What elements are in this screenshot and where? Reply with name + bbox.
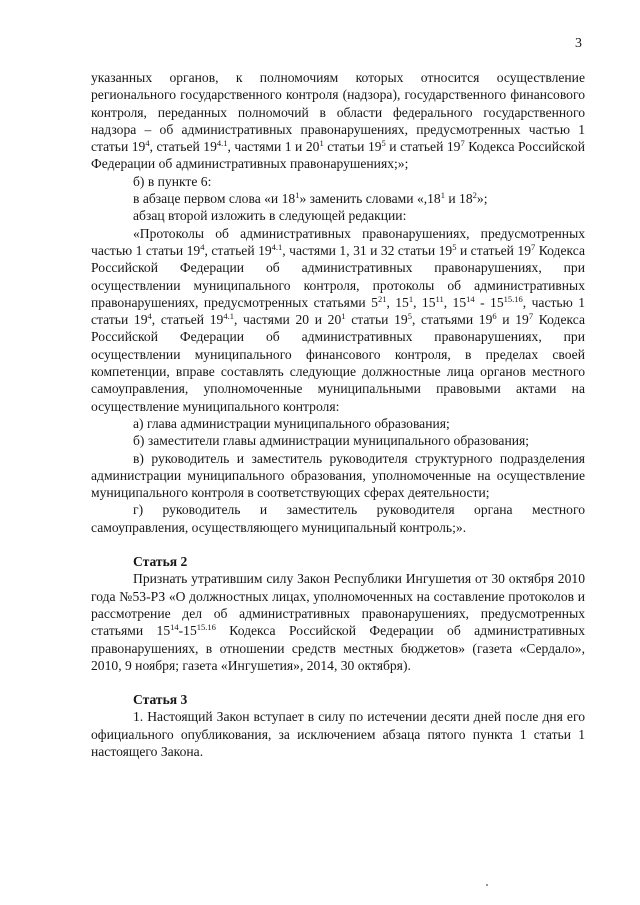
article-2-heading: Статья 2 — [133, 554, 188, 570]
paragraph-protocols: «Протоколы об административных правонарушениях, предусмотренных частью 1 статьи $19^4$, статьей $19^{4.1}$, частями 1, 31 и 32 статьи $19^5$ и статьей $19^7$ Кодекса Российской Федерации об административных правонарушениях, при осуществлении муниципального контроля, протоколы об административных правонарушениях, предусмотренных статьями $5^{21}$, $15^1$, $15^{11}$, $15^{14} - 15^{15.16}$, частью 1 статьи $19^4$, статьей $19^{4.1}$, частями 20 и $20^1$ статьи $19^5$, статьями $19^6$ и $19^7$ Кодекса Российской Федерации об административных правонарушениях, при осуществлении муниципального финансового контроля, в пределах своей компетенции, вправе составлять следующие должностные лица органов местного самоуправления, уполномоченные муниципальными правовыми актами на осуществление муниципального контроля: — [91, 225, 586, 414]
paragraph-item-b: б) в пункте 6: — [133, 173, 212, 189]
scan-speck — [486, 884, 488, 886]
document-body — [91, 69, 585, 760]
paragraph-first-abzac: в абзаце первом слова «и $18^1$» заменить словами «$,18^1$ и $18^2$»; — [133, 190, 488, 207]
article-3-heading: Статья 3 — [133, 692, 188, 708]
list-item-g: г) руководитель и заместитель руководителя органа местного самоуправления, осуществляющего муниципальный контроль;». — [91, 502, 585, 535]
list-item-a: а) глава администрации муниципального образования; — [133, 415, 450, 431]
paragraph-continuation: указанных органов, к полномочиям которых относится осуществление регионального государственного контроля (надзора), государственного финансового контроля, переданных полномочий в области федерального государственного надзора – об административных правонарушениях, предусмотренных частью 1 статьи $19^4$, статьей $19^{4.1}$, частями 1 и $20^1$ статьи $19^5$ и статьей $19^7$ Кодекса Российской Федерации об административных правонарушениях;»; — [91, 70, 585, 172]
list-item-b: б) заместители главы администрации муниципального образования; — [133, 433, 530, 449]
page-number: 3 — [575, 36, 582, 51]
article-3-text: 1. Настоящий Закон вступает в силу по истечении десяти дней после дня его официального опубликования, за исключением абзаца пятого пункта 1 статьи 1 настоящего Закона. — [91, 709, 585, 759]
paragraph-second-abzac: абзац второй изложить в следующей редакции: — [133, 208, 407, 224]
list-item-v: в) руководитель и заместитель руководителя структурного подразделения администрации муниципального образования, уполномоченные на осуществление муниципального контроля в соответствующих сферах деятельности; — [91, 450, 585, 501]
article-2-text: Признать утратившим силу Закон Республики Ингушетия от 30 октября 2010 года №53-РЗ «О должностных лицах, уполномоченных на составление протоколов и рассмотрение дел об административных правонарушениях, предусмотренных статьями $15^{14}-15^{15.16}$ Кодекса Российской Федерации об административных правонарушениях, в отношении средств местных бюджетов» (газета «Сердало», 2010, 9 ноября; газета «Ингушетия», 2014, 30 октября). — [91, 571, 585, 673]
